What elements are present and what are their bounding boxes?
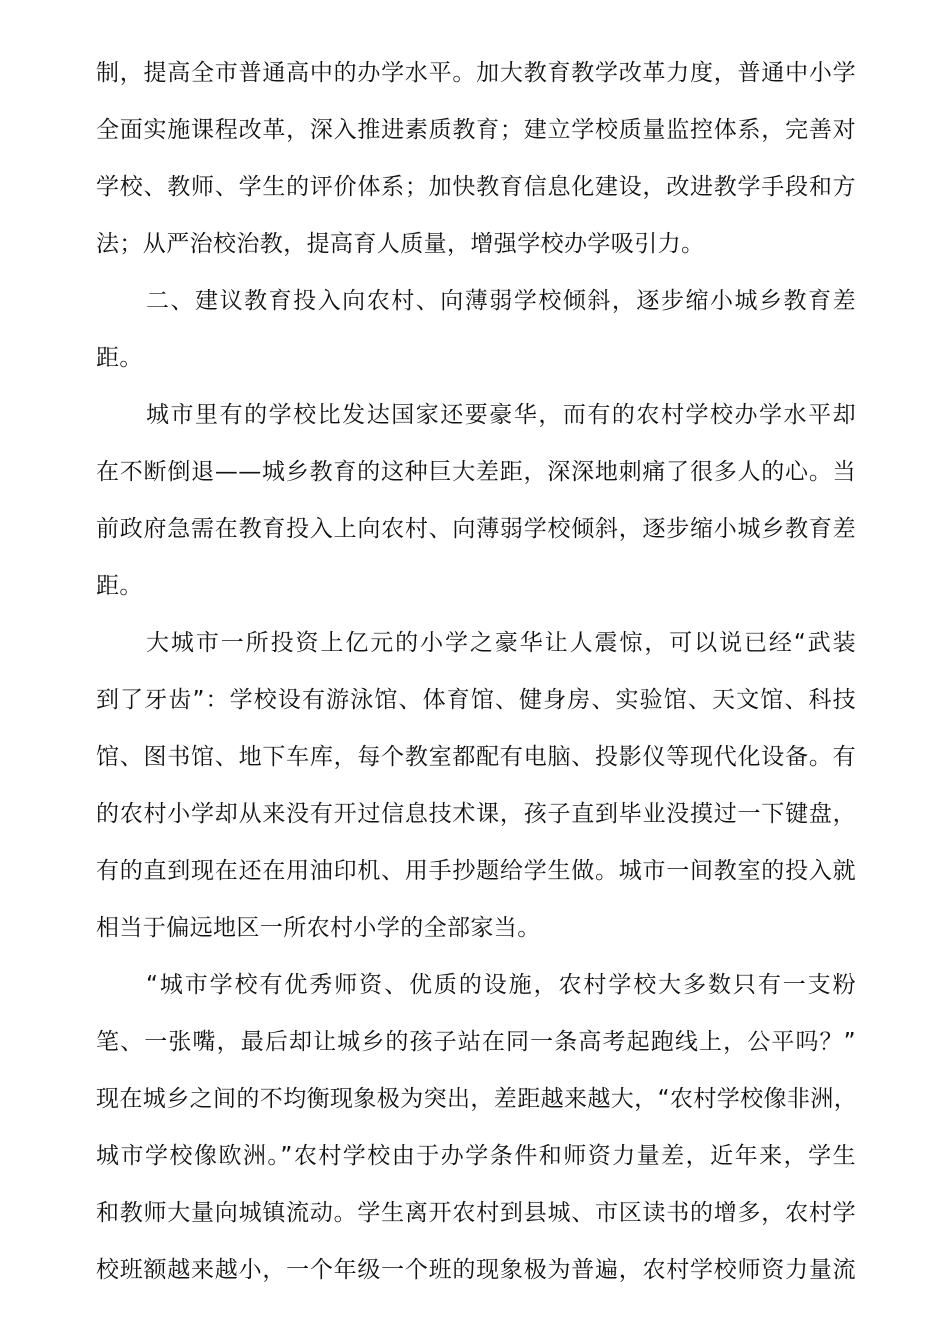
text-line: 馆、图书馆、地下车库，每个教室都配有电脑、投影仪等现代化设备。有 bbox=[96, 744, 856, 770]
text-line: 前政府急需在教育投入上向农村、向薄弱学校倾斜，逐步缩小城乡教育差 bbox=[96, 516, 856, 542]
text-line: 距。 bbox=[96, 573, 143, 599]
text-line: 全面实施课程改革，深入推进素质教育；建立学校质量监控体系，完善对 bbox=[96, 117, 856, 143]
text-line: 在不断倒退——城乡教育的这种巨大差距，深深地刺痛了很多人的心。当 bbox=[96, 459, 856, 485]
text-line: 学校、教师、学生的评价体系；加快教育信息化建设，改进教学手段和方 bbox=[96, 174, 856, 200]
text-line: 城市里有的学校比发达国家还要豪华，而有的农村学校办学水平却 bbox=[146, 402, 856, 428]
text-line: 有的直到现在还在用油印机、用手抄题给学生做。城市一间教室的投入就 bbox=[96, 858, 856, 884]
text-line: 的农村小学却从来没有开过信息技术课，孩子直到毕业没摸过一下键盘， bbox=[96, 801, 856, 827]
section-heading-line: 距。 bbox=[96, 345, 143, 371]
text-line: 笔、一张嘴，最后却让城乡的孩子站在同一条高考起跑线上，公平吗？” bbox=[96, 1029, 856, 1055]
text-line: 法；从严治校治教，提高育人质量，增强学校办学吸引力。 bbox=[96, 231, 705, 257]
text-line: 制，提高全市普通高中的办学水平。加大教育教学改革力度，普通中小学 bbox=[96, 60, 856, 86]
section-heading-line: 二、建议教育投入向农村、向薄弱学校倾斜，逐步缩小城乡教育差 bbox=[146, 288, 856, 314]
text-line: “城市学校有优秀师资、优质的设施，农村学校大多数只有一支粉 bbox=[146, 972, 856, 998]
text-line: 现在城乡之间的不均衡现象极为突出，差距越来越大，“农村学校像非洲， bbox=[96, 1086, 858, 1112]
text-line: 相当于偏远地区一所农村小学的全部家当。 bbox=[96, 915, 541, 941]
text-line: 校班额越来越小，一个年级一个班的现象极为普遍，农村学校师资力量流 bbox=[96, 1257, 856, 1283]
text-line: 城市学校像欧洲。”农村学校由于办学条件和师资力量差，近年来，学生 bbox=[96, 1143, 856, 1169]
text-line: 大城市一所投资上亿元的小学之豪华让人震惊，可以说已经“武装 bbox=[146, 630, 856, 656]
text-line: 到了牙齿”：学校设有游泳馆、体育馆、健身房、实验馆、天文馆、科技 bbox=[96, 687, 856, 713]
text-line: 和教师大量向城镇流动。学生离开农村到县城、市区读书的增多，农村学 bbox=[96, 1200, 856, 1226]
